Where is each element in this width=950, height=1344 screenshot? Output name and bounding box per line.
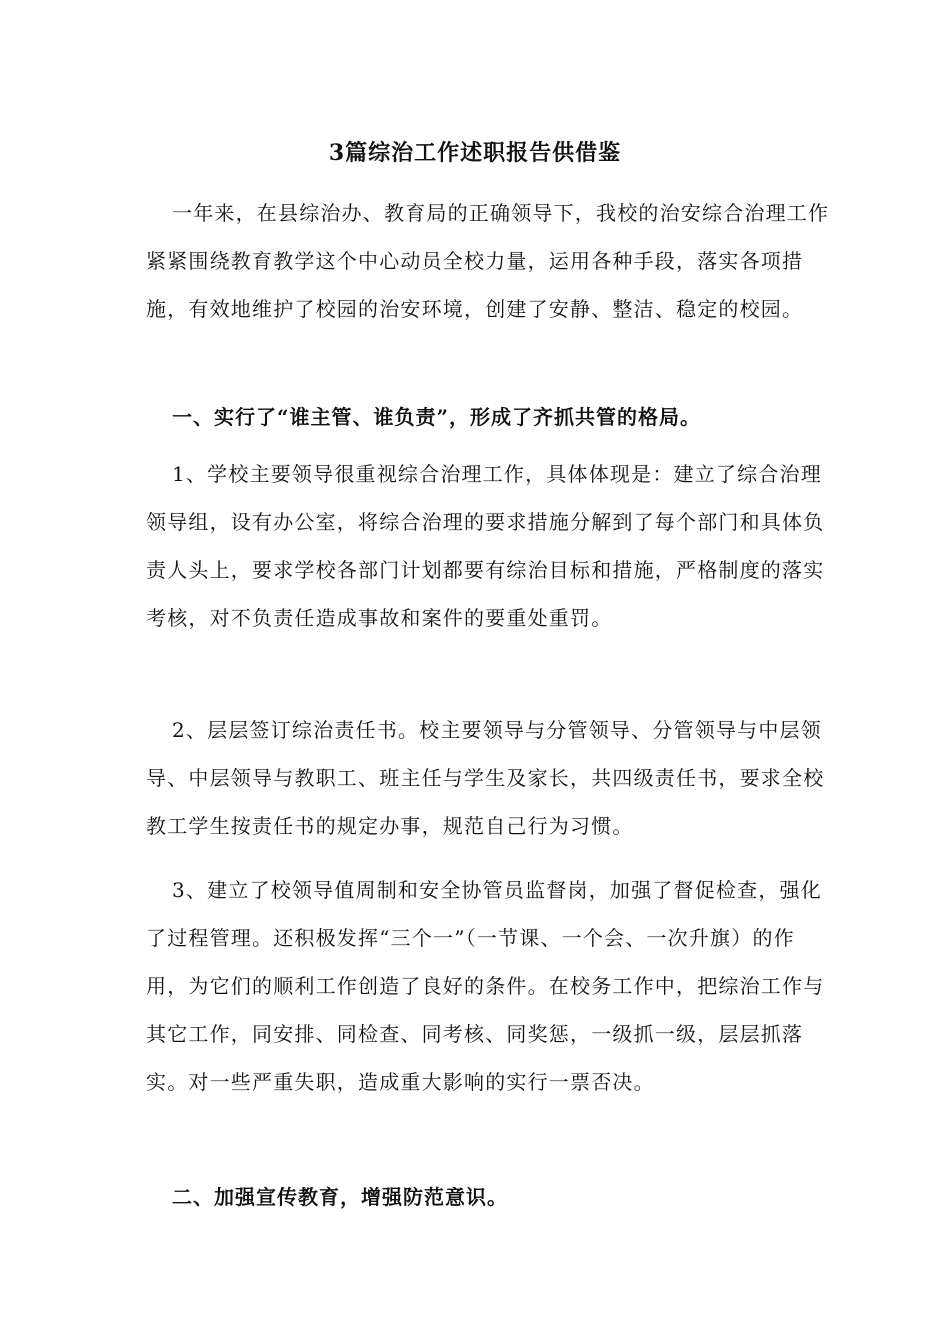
intro-paragraph: 一年来，在县综治办、教育局的正确领导下，我校的治安综合治理工作紧紧围绕教育教学这个中心动员全校力量，运用各种手段，落实各项措施，有效地维护了校园的治安环境，创建了安静、整洁、稳定的校园。 <box>146 201 830 321</box>
paragraph-item-1: 1、学校主要领导很重视综合治理工作，具体体现是：建立了综合治理领导组，设有办公室，将综合治理的要求措施分解到了每个部门和具体负责人头上，要求学校各部门计划都要有综治目标和措施，严格制度的落实考核，对不负责任造成事故和案件的要重处重罚。 <box>146 462 825 630</box>
section-heading-1: 一、实行了“谁主管、谁负责”，形成了齐抓共管的格局。 <box>172 405 702 429</box>
paragraph-item-2: 2、层层签订综治责任书。校主要领导与分管领导、分管领导与中层领导、中层领导与教职工、班主任与学生及家长，共四级责任书，要求全校教工学生按责任书的规定办事，规范自己行为习惯。 <box>146 718 825 838</box>
document-title: 3篇综治工作述职报告供借鉴 <box>328 140 622 166</box>
paragraph-item-3: 3、建立了校领导值周制和安全协管员监督岗，加强了督促检查，强化了过程管理。还积极发挥“三个一”（一节课、一个会、一次升旗）的作用，为它们的顺利工作创造了良好的条件。在校务工作中，把综治工作与其它工作，同安排、同检查、同考核、同奖惩，一级抓一级，层层抓落实。对一些严重失职，造成重大影响的实行一票否决。 <box>146 878 825 1094</box>
section-heading-2: 二、加强宣传教育，增强防范意识。 <box>172 1185 508 1209</box>
